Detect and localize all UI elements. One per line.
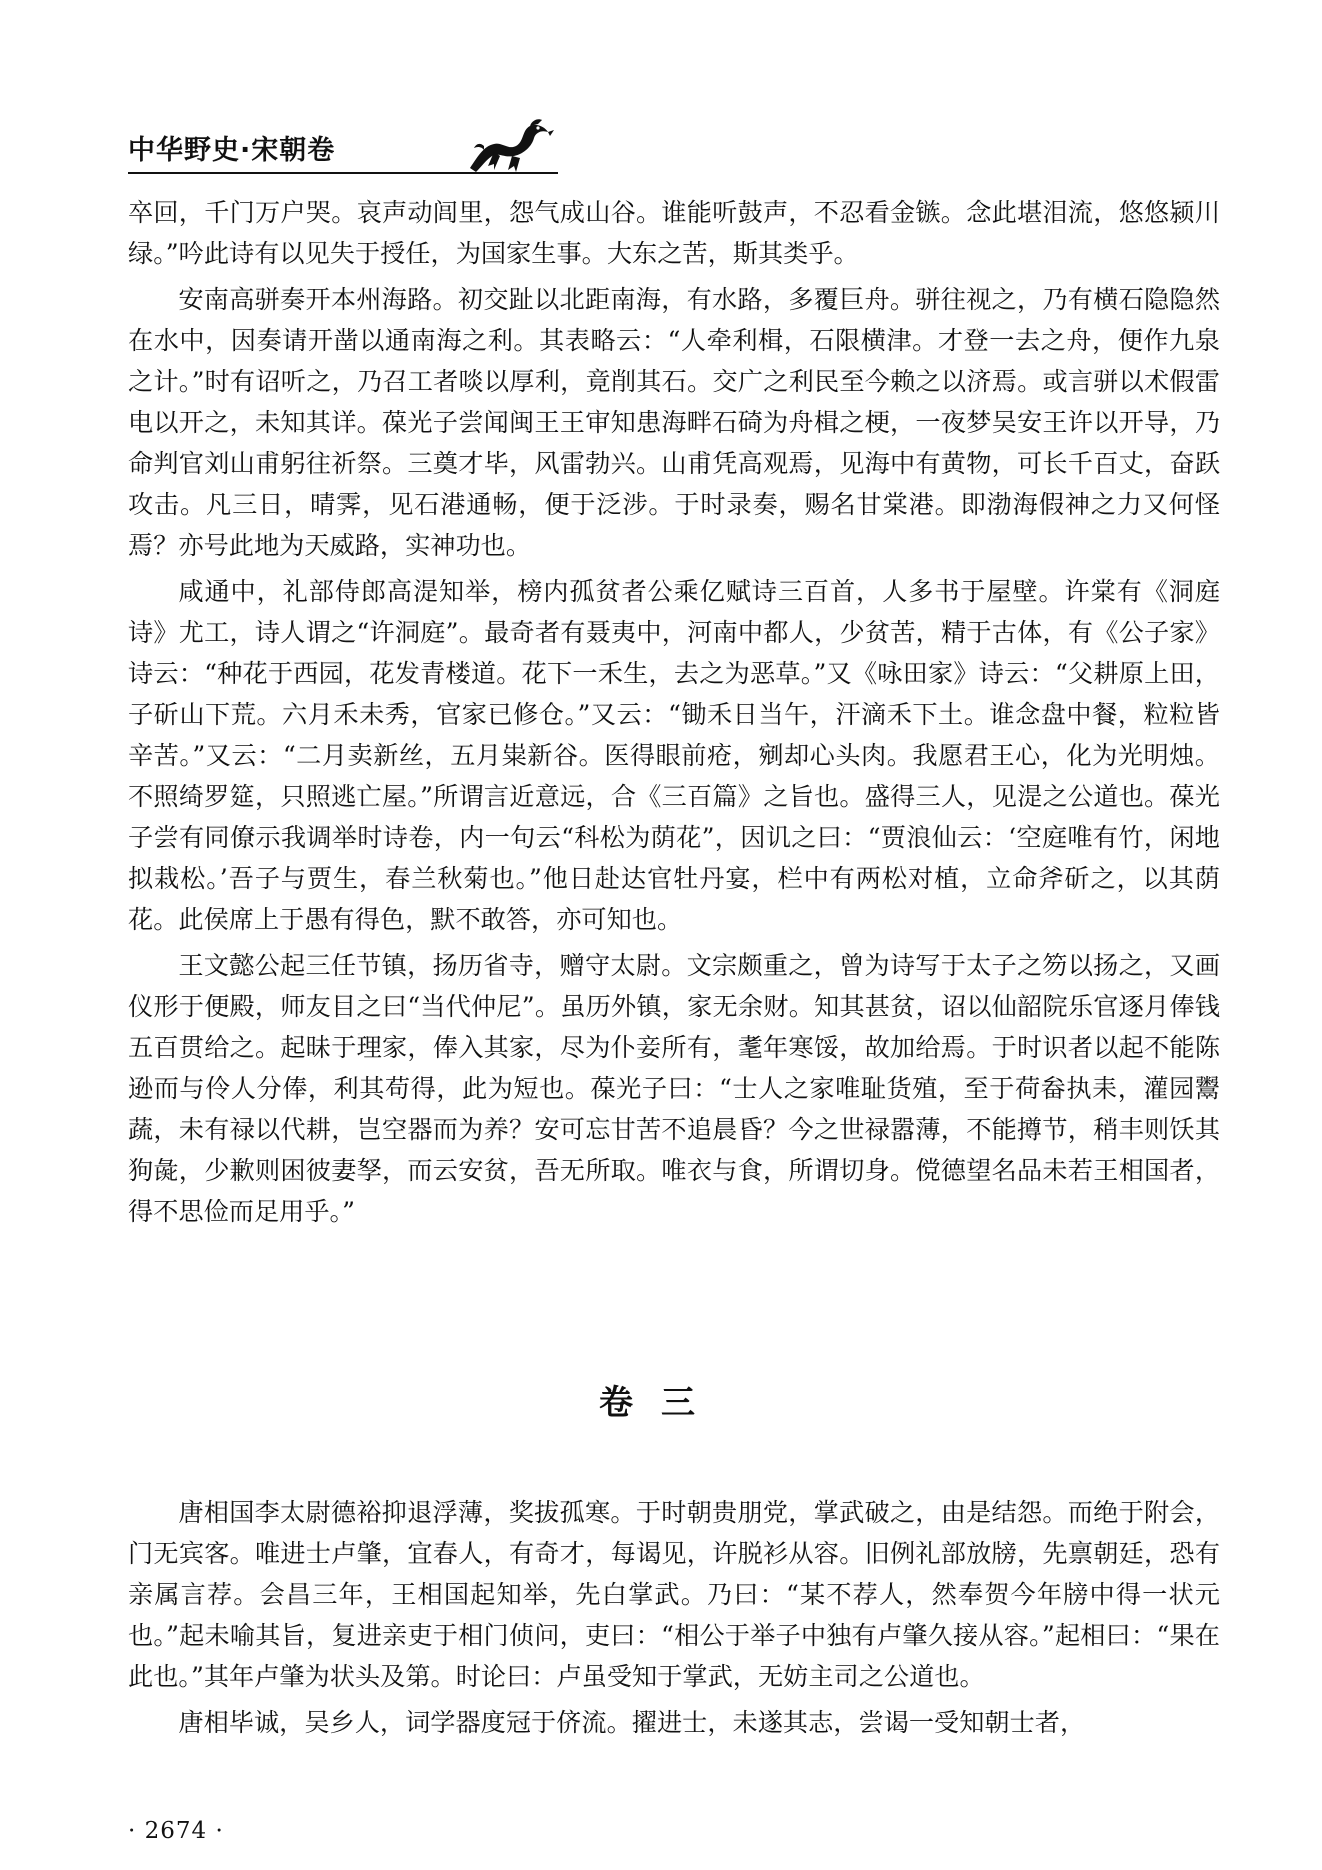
paragraph: 卒回，千门万户哭。哀声动闾里，怨气成山谷。谁能听鼓声，不忍看金镞。念此堪泪流，悠悠颍川绿。”吟此诗有以见失于授任，为国家生事。大东之苦，斯其类乎。 (128, 198, 1220, 268)
book-title: 中华野史·宋朝卷 (128, 135, 336, 166)
chapter-heading: 卷三 (599, 1383, 723, 1423)
body-text-bottom (128, 1492, 1220, 1748)
paragraph: 咸通中，礼部侍郎高湜知举，榜内孤贫者公乘亿赋诗三百首，人多书于屋壁。许棠有《洞庭诗》尤工，诗人谓之“许洞庭”。最奇者有聂夷中，河南中都人，少贫苦，精于古体，有《公子家》诗云：“种花于西园，花发青楼道。花下一禾生，去之为恶草。”又《咏田家》诗云：“父耕原上田，子斫山下荒。六月禾未秀，官家已修仓。”又云：“锄禾日当午，汗滴禾下土。谁念盘中餐，粒粒皆辛苦。”又云：“二月卖新丝，五月粜新谷。医得眼前疮，剜却心头肉。我愿君王心，化为光明烛。不照绮罗筵，只照逃亡屋。”所谓言近意远，合《三百篇》之旨也。盛得三人，见湜之公道也。葆光子尝有同僚示我调举时诗卷，内一句云“科松为荫花”，因讥之曰：“贾浪仙云：‘空庭唯有竹，闲地拟栽松。’吾子与贾生，春兰秋菊也。”他日赴达官牡丹宴，栏中有两松对植，立命斧斫之，以其荫花。此侯席上于愚有得色，默不敢答，亦可知也。 (128, 577, 1220, 934)
dragon-emblem-icon (464, 116, 556, 176)
body-text-top (128, 192, 1220, 1237)
running-header (128, 116, 1220, 178)
paragraph: 唐相国李太尉德裕抑退浮薄，奖拔孤寒。于时朝贵朋党，掌武破之，由是结怨。而绝于附会，门无宾客。唯进士卢肇，宜春人，有奇才，每谒见，许脱衫从容。旧例礼部放牓，先禀朝廷，恐有亲属言荐。会昌三年，王相国起知举，先白掌武。乃曰：“某不荐人，然奉贺今年牓中得一状元也。”起未喻其旨，复进亲吏于相门侦问，吏曰：“相公于举子中独有卢肇久接从容。”起相曰：“果在此也。”其年卢肇为状头及第。时论曰：卢虽受知于掌武，无妨主司之公道也。 (128, 1498, 1220, 1691)
page-number: · 2674 · (128, 1818, 224, 1844)
header-rule (128, 172, 558, 174)
paragraph: 唐相毕诚，吴乡人，词学器度冠于侪流。擢进士，未遂其志，尝谒一受知朝士者， (178, 1708, 1086, 1737)
paragraph: 安南高骈奏开本州海路。初交趾以北距南海，有水路，多覆巨舟。骈往视之，乃有横石隐隐然在水中，因奏请开凿以通南海之利。其表略云：“人牵利楫，石限横津。才登一去之舟，便作九泉之计。”时有诏听之，乃召工者啖以厚利，竟削其石。交广之利民至今赖之以济焉。或言骈以术假雷电以开之，未知其详。葆光子尝闻闽王王审知患海畔石碕为舟楫之梗，一夜梦吴安王许以开导，乃命判官刘山甫躬往祈祭。三奠才毕，风雷勃兴。山甫凭高观焉，见海中有黄物，可长千百丈，奋跃攻击。凡三日，晴霁，见石港通畅，便于泛涉。于时录奏，赐名甘棠港。即渤海假神之力又何怪焉？亦号此地为天威路，实神功也。 (128, 285, 1220, 560)
paragraph: 王文懿公起三任节镇，扬历省寺，赠守太尉。文宗颇重之，曾为诗写于太子之笏以扬之，又画仪形于便殿，师友目之曰“当代仲尼”。虽历外镇，家无余财。知其甚贫，诏以仙韶院乐官逐月俸钱五百贯给之。起昧于理家，俸入其家，尽为仆妾所有，耄年寒馁，故加给焉。于时识者以起不能陈逊而与伶人分俸，利其苟得，此为短也。葆光子曰：“士人之家唯耻货殖，至于荷畚执耒，灌园鬻蔬，未有禄以代耕，岂空器而为养？安可忘甘苦不追晨昏？今之世禄嚣薄，不能撙节，稍丰则饫其狗彘，少歉则困彼妻孥，而云安贫，吾无所取。唯衣与食，所谓切身。傥德望名品未若王相国者，得不思俭而足用乎。” (128, 951, 1220, 1226)
